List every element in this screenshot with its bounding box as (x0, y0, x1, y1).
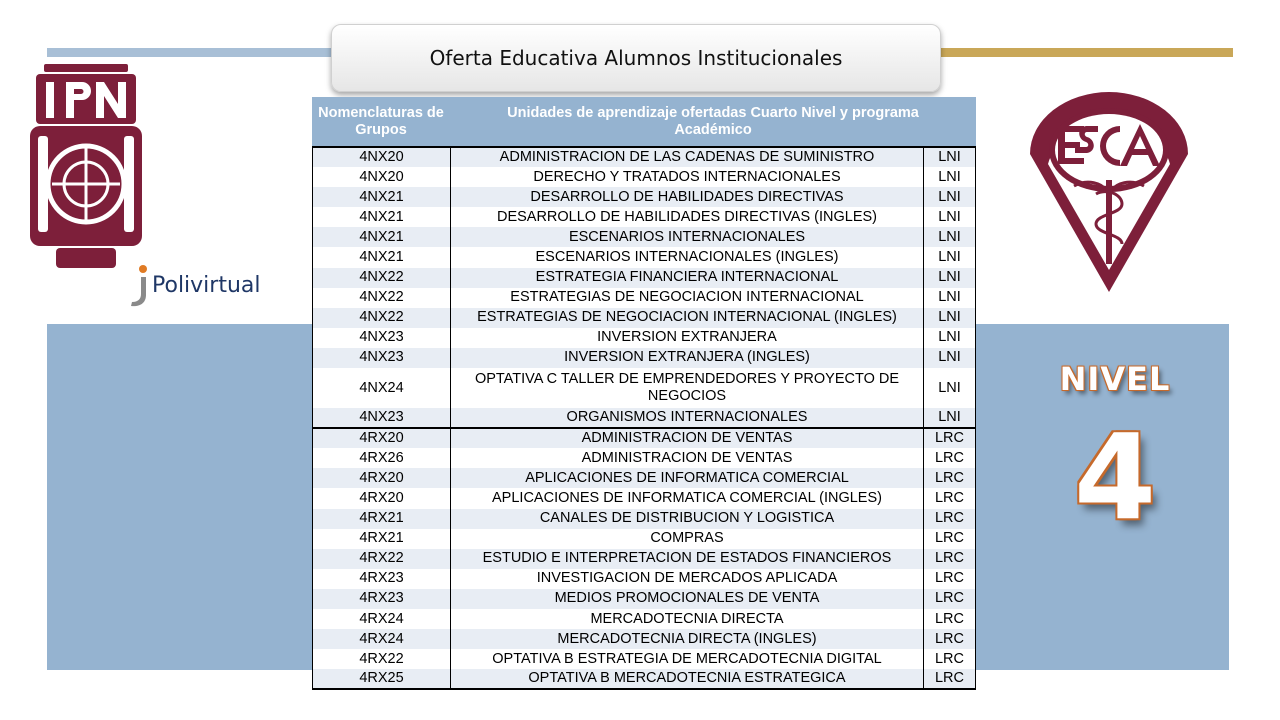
unit-name-cell: DERECHO Y TRATADOS INTERNACIONALES (451, 167, 924, 187)
unit-name-cell: ESTRATEGIAS DE NEGOCIACION INTERNACIONAL (451, 288, 924, 308)
group-code-cell: 4NX23 (313, 328, 451, 348)
group-code-cell: 4NX22 (313, 268, 451, 288)
unit-name-cell: INVERSION EXTRANJERA (451, 328, 924, 348)
nivel-number: 4 (1073, 408, 1157, 546)
program-cell: LNI (924, 147, 976, 167)
table-row (313, 549, 976, 569)
table-row (313, 509, 976, 529)
unit-name-cell: INVERSION EXTRANJERA (INGLES) (451, 348, 924, 368)
unit-name-cell: OPTATIVA B MERCADOTECNIA ESTRATEGICA (451, 669, 924, 689)
program-cell: LNI (924, 368, 976, 408)
program-cell: LNI (924, 348, 976, 368)
nivel-label: NIVEL (1059, 360, 1171, 398)
program-cell: LNI (924, 328, 976, 348)
group-code-cell: 4NX20 (313, 167, 451, 187)
program-cell: LRC (924, 629, 976, 649)
group-code-cell: 4RX24 (313, 609, 451, 629)
polivirtual-icon (128, 263, 150, 307)
unit-name-cell: OPTATIVA C TALLER DE EMPRENDEDORES Y PROYECTO DE NEGOCIOS (451, 368, 924, 408)
unit-name-cell: ADMINISTRACION DE LAS CADENAS DE SUMINISTRO (451, 147, 924, 167)
program-cell: LRC (924, 609, 976, 629)
unit-name-cell: ESTUDIO E INTERPRETACION DE ESTADOS FINANCIEROS (451, 549, 924, 569)
group-code-cell: 4RX20 (313, 488, 451, 508)
table-row (313, 669, 976, 689)
group-code-cell: 4NX22 (313, 308, 451, 328)
table-row (313, 488, 976, 508)
table-row (313, 348, 976, 368)
table-row (313, 368, 976, 408)
program-cell: LRC (924, 428, 976, 448)
offer-table (312, 97, 976, 690)
header-groups: Nomenclaturas de Grupos (318, 104, 444, 138)
table-row (313, 428, 976, 448)
esca-logo-icon (1024, 84, 1194, 296)
group-code-cell: 4NX21 (313, 187, 451, 207)
program-cell: LRC (924, 488, 976, 508)
group-code-cell: 4RX21 (313, 509, 451, 529)
top-stripe-gold (938, 48, 1233, 57)
group-code-cell: 4RX23 (313, 589, 451, 609)
unit-name-cell: INVESTIGACION DE MERCADOS APLICADA (451, 569, 924, 589)
program-cell: LRC (924, 468, 976, 488)
unit-name-cell: ESTRATEGIA FINANCIERA INTERNACIONAL (451, 268, 924, 288)
program-cell: LRC (924, 549, 976, 569)
group-code-cell: 4RX20 (313, 428, 451, 448)
unit-name-cell: OPTATIVA B ESTRATEGIA DE MERCADOTECNIA DIGITAL (451, 649, 924, 669)
group-code-cell: 4RX20 (313, 468, 451, 488)
group-code-cell: 4RX22 (313, 649, 451, 669)
table-group-lrc (313, 428, 976, 689)
unit-name-cell: ORGANISMOS INTERNACIONALES (451, 408, 924, 428)
program-cell: LRC (924, 529, 976, 549)
program-cell: LNI (924, 187, 976, 207)
program-cell: LNI (924, 207, 976, 227)
unit-name-cell: ESTRATEGIAS DE NEGOCIACION INTERNACIONAL (INGLES) (451, 308, 924, 328)
group-code-cell: 4RX25 (313, 669, 451, 689)
table-row (313, 227, 976, 247)
table-row (313, 147, 976, 167)
table-row (313, 609, 976, 629)
table-row (313, 629, 976, 649)
top-stripe-blue (47, 48, 337, 57)
table-row (313, 649, 976, 669)
program-cell: LNI (924, 247, 976, 267)
group-code-cell: 4RX22 (313, 549, 451, 569)
unit-name-cell: APLICACIONES DE INFORMATICA COMERCIAL (451, 468, 924, 488)
table-row (313, 468, 976, 488)
unit-name-cell: CANALES DE DISTRIBUCION Y LOGISTICA (451, 509, 924, 529)
program-cell: LNI (924, 227, 976, 247)
group-code-cell: 4NX24 (313, 368, 451, 408)
unit-name-cell: MERCADOTECNIA DIRECTA (INGLES) (451, 629, 924, 649)
unit-name-cell: COMPRAS (451, 529, 924, 549)
group-code-cell: 4RX26 (313, 448, 451, 468)
table-row (313, 529, 976, 549)
group-code-cell: 4NX22 (313, 288, 451, 308)
program-cell: LRC (924, 669, 976, 689)
table-row (313, 167, 976, 187)
unit-name-cell: ESCENARIOS INTERNACIONALES (INGLES) (451, 247, 924, 267)
group-code-cell: 4RX21 (313, 529, 451, 549)
unit-name-cell: DESARROLLO DE HABILIDADES DIRECTIVAS (INGLES) (451, 207, 924, 227)
unit-name-cell: ADMINISTRACION DE VENTAS (451, 428, 924, 448)
unit-name-cell: APLICACIONES DE INFORMATICA COMERCIAL (INGLES) (451, 488, 924, 508)
table-header (312, 97, 976, 146)
table-row (313, 187, 976, 207)
page-title: Oferta Educativa Alumnos Institucionales (331, 24, 941, 92)
unit-name-cell: DESARROLLO DE HABILIDADES DIRECTIVAS (451, 187, 924, 207)
table-row (313, 448, 976, 468)
group-code-cell: 4NX23 (313, 408, 451, 428)
table-row (313, 569, 976, 589)
group-code-cell: 4NX21 (313, 247, 451, 267)
program-cell: LRC (924, 448, 976, 468)
polivirtual-label: Polivirtual (152, 272, 261, 298)
program-cell: LNI (924, 308, 976, 328)
program-cell: LNI (924, 408, 976, 428)
group-code-cell: 4RX24 (313, 629, 451, 649)
table-row (313, 308, 976, 328)
program-cell: LRC (924, 649, 976, 669)
group-code-cell: 4NX20 (313, 147, 451, 167)
program-cell: LRC (924, 569, 976, 589)
program-cell: LNI (924, 167, 976, 187)
table-row (313, 408, 976, 428)
program-cell: LNI (924, 268, 976, 288)
table-group-lni (313, 147, 976, 428)
header-units: Unidades de aprendizaje ofertadas Cuarto Nivel y programa Académico (507, 104, 919, 138)
group-code-cell: 4NX21 (313, 207, 451, 227)
table-row (313, 589, 976, 609)
table-row (313, 328, 976, 348)
group-code-cell: 4NX23 (313, 348, 451, 368)
table-row (313, 288, 976, 308)
table-row (313, 268, 976, 288)
unit-name-cell: ESCENARIOS INTERNACIONALES (451, 227, 924, 247)
polivirtual-brand (128, 262, 278, 308)
unit-name-cell: MEDIOS PROMOCIONALES DE VENTA (451, 589, 924, 609)
unit-name-cell: MERCADOTECNIA DIRECTA (451, 609, 924, 629)
program-cell: LNI (924, 288, 976, 308)
unit-name-cell: ADMINISTRACION DE VENTAS (451, 448, 924, 468)
program-cell: LRC (924, 509, 976, 529)
group-code-cell: 4RX23 (313, 569, 451, 589)
table-row (313, 207, 976, 227)
program-cell: LRC (924, 589, 976, 609)
table-row (313, 247, 976, 267)
ipn-logo-icon (26, 62, 146, 272)
group-code-cell: 4NX21 (313, 227, 451, 247)
offer-table-body (312, 146, 976, 690)
